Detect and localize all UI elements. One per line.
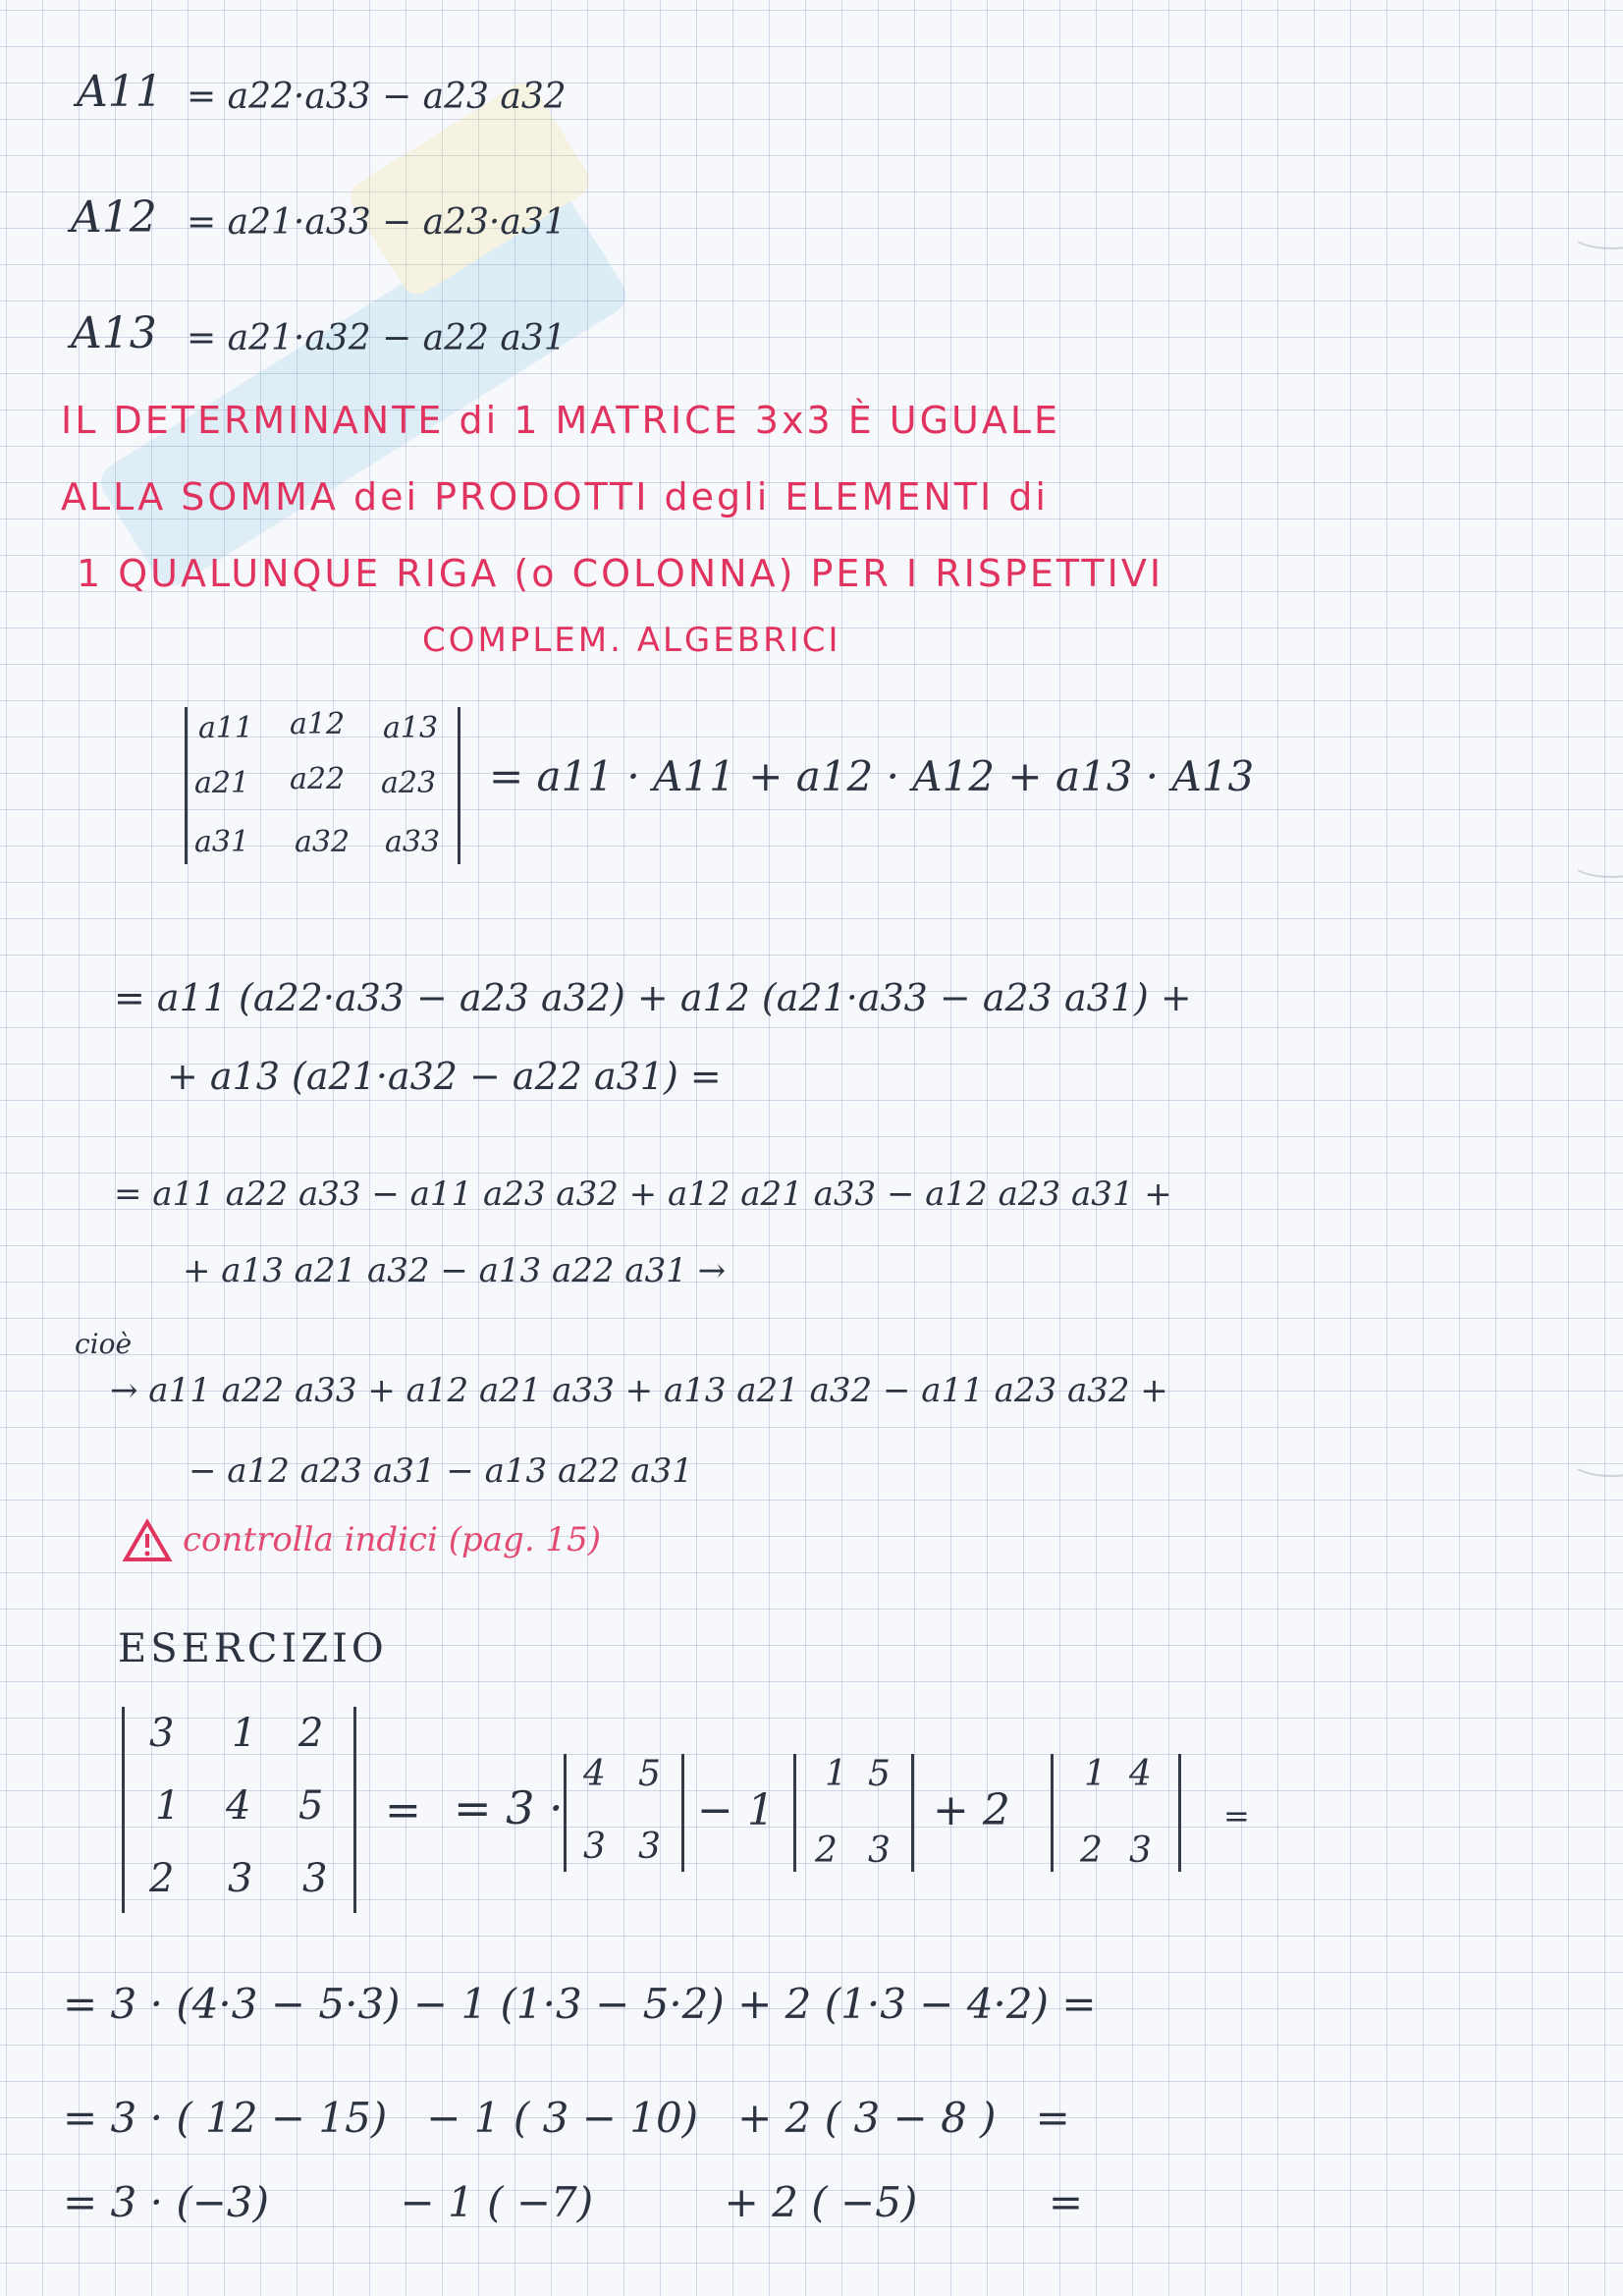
rule-line: COMPLEM. ALGEBRICI [422, 621, 841, 660]
matrix-cell: 1 [155, 1783, 181, 1829]
exercise-title: ESERCIZIO [118, 1626, 388, 1671]
determinant-bar-left [185, 707, 188, 864]
determinant-bar-left [122, 1707, 125, 1913]
warning-note: controlla indici (pag. 15) [183, 1520, 601, 1559]
matrix-cell: a31 [194, 825, 250, 859]
minor-cell: 3 [583, 1827, 606, 1867]
minor-cell: 4 [583, 1754, 606, 1794]
matrix-cell: a13 [383, 711, 439, 745]
rule-line: ALLA SOMMA dei PRODOTTI degli ELEMENTI di [61, 475, 1049, 519]
calculation-step: = 3 · ( 12 − 15) − 1 ( 3 − 10) + 2 ( 3 − 8 ) = [63, 2094, 1070, 2142]
cofactor-expression: = a21·a32 − a22 a31 [187, 318, 567, 358]
matrix-cell: 3 [228, 1856, 253, 1901]
coefficient: = 3 · [454, 1781, 564, 1834]
matrix-cell: a21 [194, 766, 250, 800]
minor-cell: 3 [868, 1831, 891, 1871]
expansion-line: → a11 a22 a33 + a12 a21 a33 + a13 a21 a32 − a11 a23 a32 + [110, 1371, 1168, 1410]
minor-bar-left [1051, 1754, 1054, 1872]
matrix-cell: 2 [149, 1856, 175, 1901]
expansion-line: = a11 a22 a33 − a11 a23 a32 + a12 a21 a33 − a12 a23 a31 + [114, 1175, 1172, 1214]
cofactor-expression: = a22·a33 − a23 a32 [187, 77, 567, 117]
minor-cell: 5 [868, 1754, 891, 1794]
determinant-bar-right [353, 1707, 356, 1913]
minor-bar-left [564, 1754, 567, 1872]
punch-hole [1570, 845, 1623, 878]
expansion-line: + a13 a21 a32 − a13 a22 a31 → [183, 1251, 727, 1290]
matrix-cell: a12 [290, 707, 346, 741]
matrix-cell: 2 [298, 1711, 324, 1756]
equals-sign: = [1223, 1797, 1250, 1834]
rule-line: IL DETERMINANTE di 1 MATRICE 3x3 È UGUALE [61, 399, 1061, 442]
matrix-cell: 5 [298, 1783, 324, 1829]
matrix-cell: a11 [198, 711, 254, 745]
matrix-cell: a22 [290, 762, 346, 796]
cioe-label: cioè [75, 1328, 133, 1360]
minor-cell: 4 [1129, 1754, 1152, 1794]
coefficient: + 2 [933, 1785, 1010, 1835]
punch-hole [1570, 1444, 1623, 1477]
minor-cell: 1 [1084, 1754, 1107, 1794]
cofactor-label: A11 [77, 67, 163, 117]
minor-bar-right [1178, 1754, 1181, 1872]
minor-cell: 3 [1129, 1831, 1152, 1871]
calculation-step: = 3 · (−3) − 1 ( −7) + 2 ( −5) = [63, 2178, 1084, 2226]
matrix-cell: 4 [226, 1783, 251, 1829]
minor-bar-right [681, 1754, 684, 1872]
determinant-bar-right [458, 707, 460, 864]
expansion-line: − a12 a23 a31 − a13 a22 a31 [189, 1451, 693, 1491]
coefficient: − 1 [697, 1785, 775, 1835]
rule-line: 1 QUALUNQUE RIGA (o COLONNA) PER I RISPETTIVI [77, 552, 1164, 595]
minor-cell: 3 [638, 1827, 661, 1867]
cofactor-label: A13 [71, 308, 157, 358]
laplace-expansion-formula: = a11 · A11 + a12 · A12 + a13 · A13 [489, 752, 1255, 800]
minor-bar-left [793, 1754, 796, 1872]
calculation-step: = 3 · (4·3 − 5·3) − 1 (1·3 − 5·2) + 2 (1·3 − 4·2) = [63, 1980, 1097, 2028]
expansion-line: = a11 (a22·a33 − a23 a32) + a12 (a21·a33 − a23 a31) + [114, 976, 1192, 1019]
matrix-cell: 3 [302, 1856, 328, 1901]
equals-sign: = [385, 1785, 421, 1835]
matrix-cell: a23 [381, 766, 437, 800]
minor-cell: 2 [1080, 1831, 1103, 1871]
matrix-cell: a33 [385, 825, 441, 859]
matrix-cell: 1 [232, 1711, 257, 1756]
minor-cell: 5 [638, 1754, 661, 1794]
minor-bar-right [911, 1754, 914, 1872]
matrix-cell: 3 [149, 1711, 175, 1756]
minor-cell: 1 [825, 1754, 847, 1794]
matrix-cell: a32 [295, 825, 351, 859]
cofactor-expression: = a21·a33 − a23·a31 [187, 202, 567, 243]
expansion-line: + a13 (a21·a32 − a22 a31) = [167, 1055, 722, 1098]
minor-cell: 2 [815, 1831, 838, 1871]
warning-icon [122, 1518, 173, 1563]
cofactor-label: A12 [71, 192, 157, 243]
punch-hole [1570, 216, 1623, 249]
